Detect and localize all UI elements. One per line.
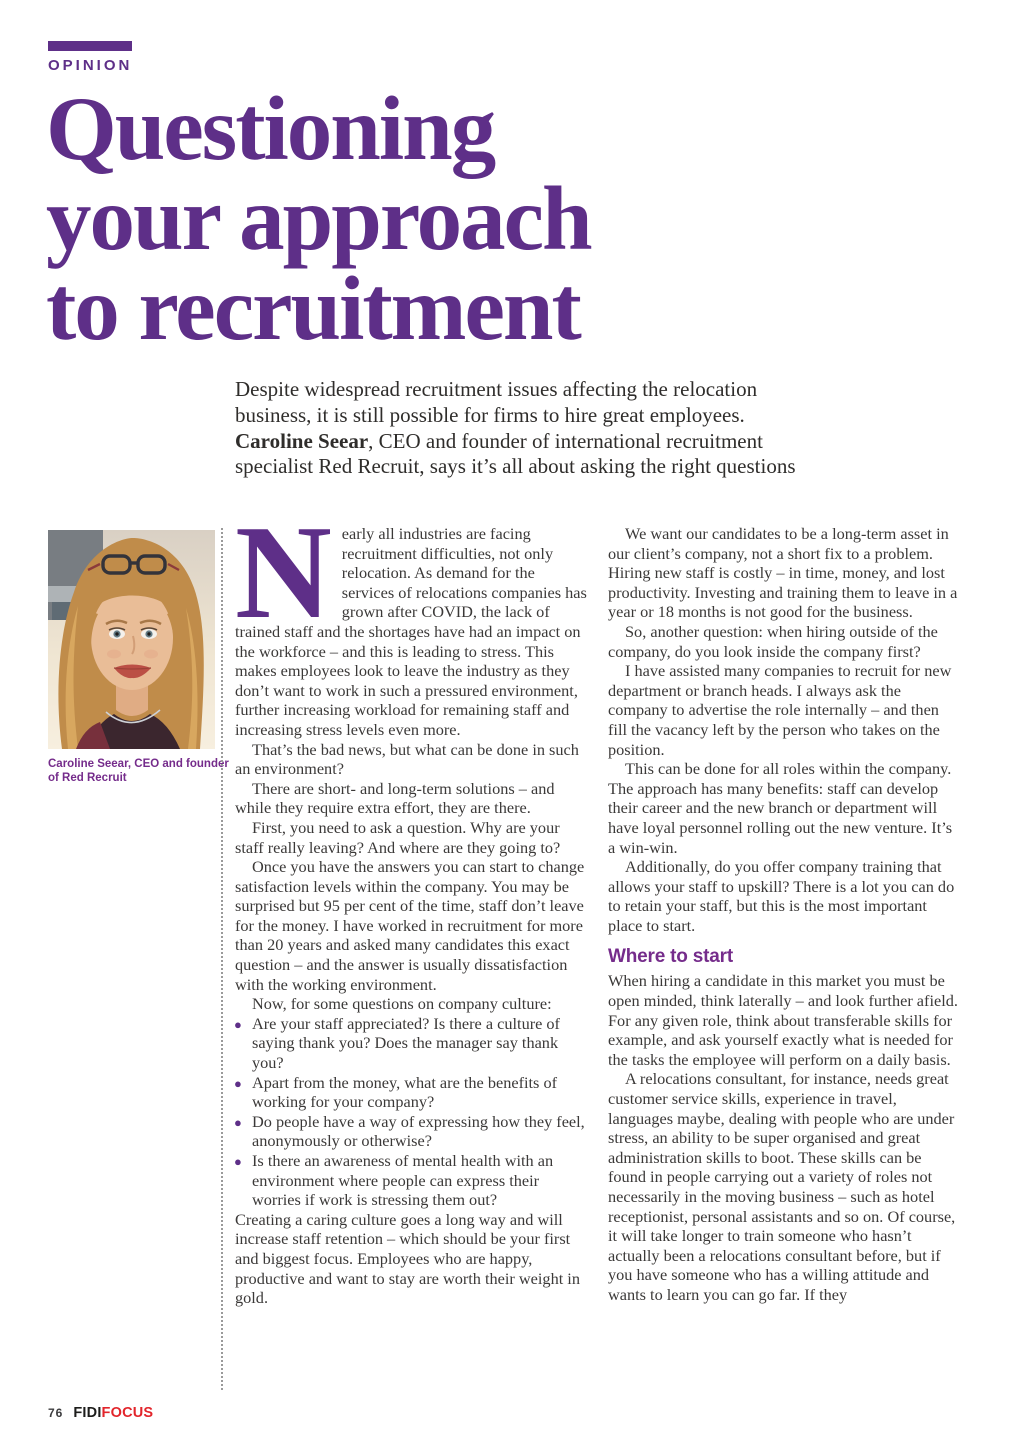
magazine-logo-focus: FOCUS (101, 1405, 154, 1421)
standfirst-line-3-rest: , CEO and founder of international recruitment (368, 428, 763, 453)
paragraph: This can be done for all roles within the company. The approach has many benefits: staff can develop their career and the new branch or department will have loyal personnel rolling out the new venture. It’s a win-win. (608, 759, 953, 857)
column-divider (221, 528, 223, 1390)
page-number: 76 (48, 1406, 64, 1420)
bullet-icon: ● (234, 1016, 242, 1032)
standfirst-line-4: specialist Red Recruit, says it’s all about asking the right questions (235, 454, 796, 479)
headline-line-3: to recruitment (46, 258, 580, 359)
paragraph: That’s the bad news, but what can be done in such an environment? (235, 739, 579, 779)
standfirst-line-3 (235, 429, 796, 455)
paragraph: Now, for some questions on company culture: (252, 994, 552, 1014)
standfirst-line-1: Despite widespread recruitment issues affecting the relocation (235, 377, 758, 401)
paragraph: Creating a caring culture goes a long way and will increase staff retention – which should be your first and biggest focus. Employees who are happy, productive and want to stay are worth their weight in gold. (235, 1209, 580, 1308)
list-item-text: Do people have a way of expressing how they feel, anonymously or otherwise? (252, 1111, 585, 1151)
list-item (235, 1014, 587, 1073)
paragraph (235, 498, 587, 740)
paragraph: I have assisted many companies to recruit for new department or branch heads. I always ask the company to advertise the role internally – and then fill the vacancy left by the person who takes on the position. (608, 661, 952, 759)
headline-line-1: Questioning (46, 78, 495, 179)
list-item-text: Apart from the money, what are the benefits of working for your company? (252, 1072, 558, 1112)
author-name: Caroline Seear (235, 428, 369, 453)
page-footer (48, 1404, 153, 1422)
standfirst-line-2: business, it is still possible for firms to hire great employees. (235, 402, 745, 427)
paragraph: Additionally, do you offer company training that allows your staff to upskill? There is a lot you can do to retain your staff, but this is the most important place to start. (608, 857, 955, 935)
bullet-icon: ● (234, 1154, 242, 1169)
portrait-illustration (48, 530, 215, 749)
article-headline (46, 78, 591, 359)
headline-line-2: your approach (46, 168, 591, 269)
list-item (235, 1073, 587, 1112)
photo-caption: Caroline Seear, CEO and founder of Red Recruit (48, 758, 229, 784)
paragraph: Once you have the answers you can start to change satisfaction levels within the company. You may be surprised but 95 per cent of the time, staff don’t leave for the money. I have worked in recruitment for more than 20 years and asked many candidates this exact question – and the answer is usually dissatisfaction with the working environment. (235, 857, 585, 994)
paragraph: When hiring a candidate in this market you must be open minded, think laterally – and look further afield. For any given role, think about transferable skills for example, and ask yourself exactly what is needed for the tasks the employee will perform on a daily basis. (608, 971, 958, 1069)
list-item-text: Are your staff appreciated? Is there a culture of saying thank you? Does the manager say thank you? (252, 1013, 560, 1073)
author-photo (48, 530, 215, 749)
standfirst (235, 377, 796, 480)
body-column-2 (608, 524, 958, 1305)
list-item (235, 1151, 587, 1210)
paragraph: So, another question: when hiring outside of the company, do you look inside the company first? (608, 621, 938, 661)
bullet-icon: ● (234, 1075, 242, 1091)
magazine-logo-fidi: FIDI (73, 1405, 102, 1421)
subhead-where-to-start: Where to start (608, 946, 733, 968)
bullet-icon: ● (234, 1114, 242, 1130)
paragraph: A relocations consultant, for instance, needs great customer service skills, experience in travel, languages maybe, dealing with people who are under stress, an ability to be super organised and great administration skills to boot. These skills can be found in people carrying out a variety of roles not necessarily in the moving business – such as hotel receptionist, personal assistants and so on. Of course, it will take longer to train someone who hasn’t actually been a relocations consultant before, but if you have someone who has a willing attitude and wants to learn you can go far. If they (608, 1069, 956, 1304)
magazine-logo (73, 1405, 153, 1421)
section-kicker: OPINION (48, 57, 133, 74)
paragraph: There are short- and long-term solutions – and while they require extra effort, they are there. (235, 778, 555, 818)
paragraph: We want our candidates to be a long-term asset in our client’s company, not a short fix to a problem. Hiring new staff is costly – in time, money, and lost productivity. Investing and training them to leave in a year or 18 months is not good for the business. (608, 524, 958, 622)
list-item (235, 1112, 587, 1151)
list-item-text: Is there an awareness of mental health with an environment where people can express their worries if work is stressing them out? (252, 1151, 554, 1210)
section-rule (48, 41, 132, 51)
drop-cap: N (235, 498, 332, 646)
culture-questions-list (235, 1014, 587, 1210)
paragraph-text: early all industries are facing recruitment difficulties, not only relocation. As demand for the services of relocations companies has grown after COVID, the lack of trained staff and the shortages have had an impact on the workforce – and this is leading to stress. This makes employees look to leave the industry as they don’t want to work in such a pressured environment, further increasing workload for remaining staff and increasing stress levels even more. (235, 524, 587, 739)
body-column-1 (234, 498, 587, 1308)
paragraph: First, you need to ask a question. Why are your staff really leaving? And where are they going to? (235, 817, 561, 857)
